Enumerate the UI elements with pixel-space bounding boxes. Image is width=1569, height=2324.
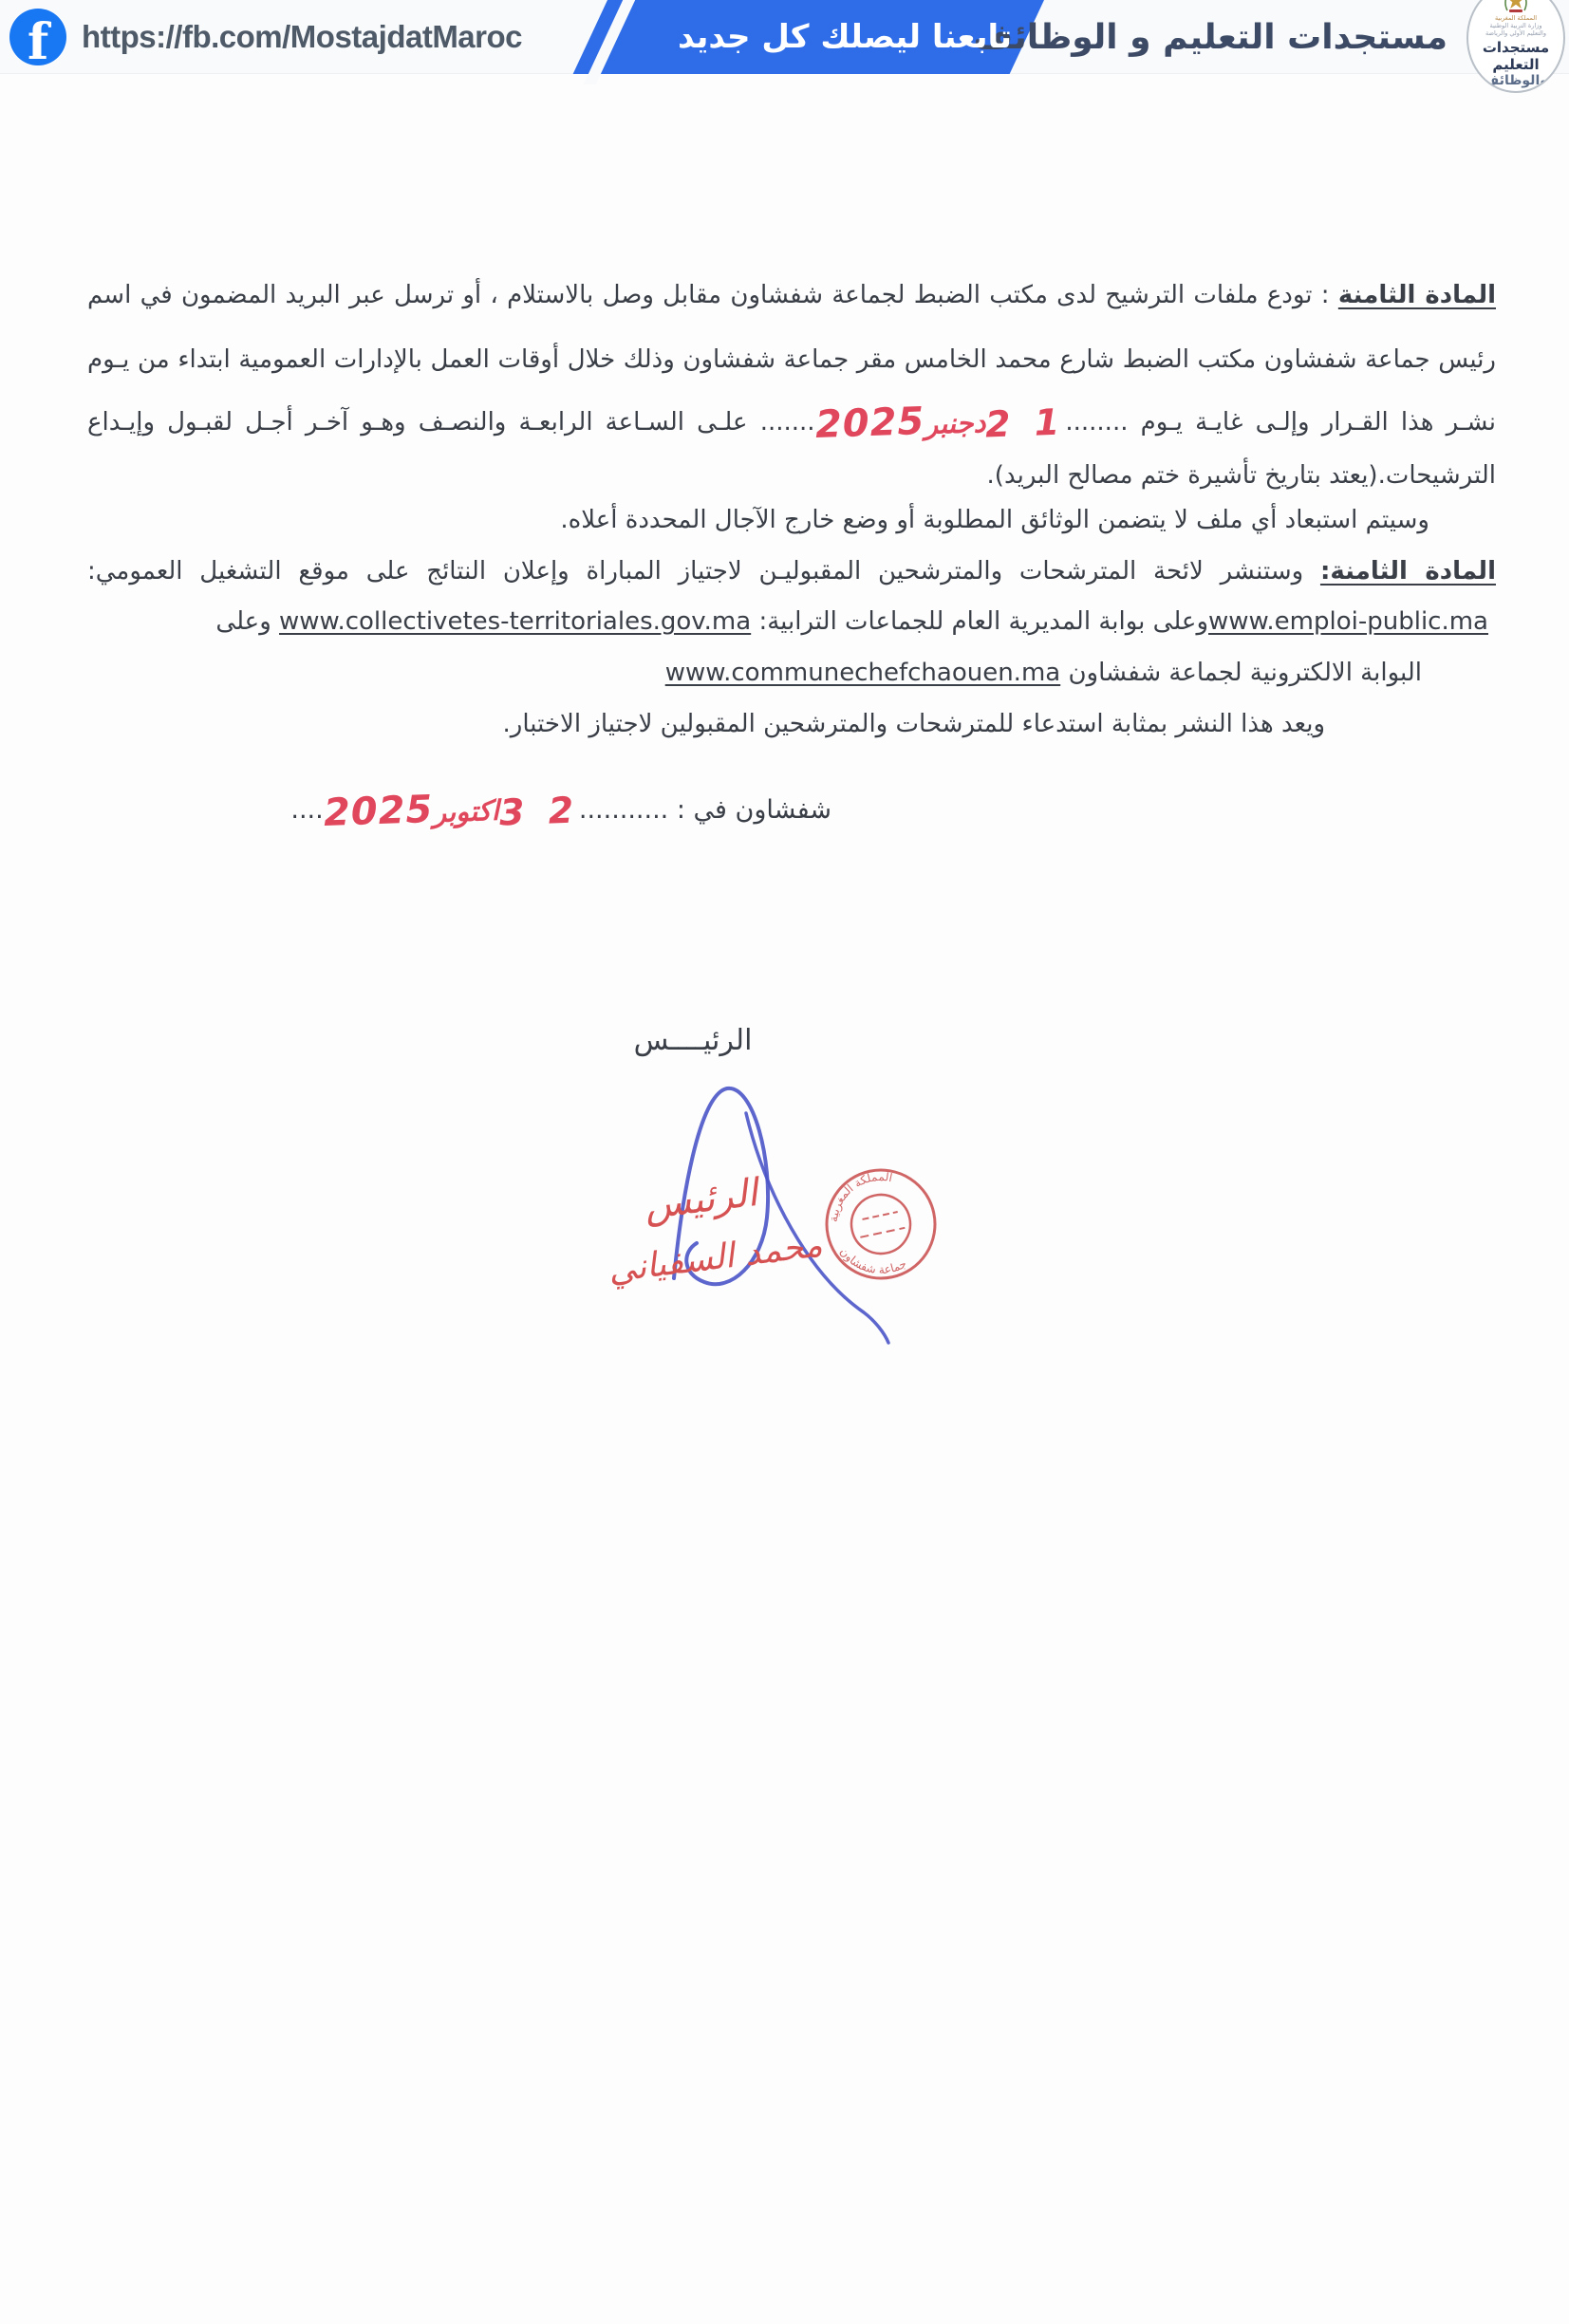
city-date-line <box>87 787 831 835</box>
facebook-icon <box>9 9 66 65</box>
handwritten-deadline-month: دجنبر <box>924 405 986 440</box>
stamp-arc-top-text: المملكة المغربية <box>826 1169 894 1223</box>
websites-middle-text: وعلى بوابة المديرية العام للجماعات الترابية: <box>751 607 1208 636</box>
brand-title: مستجدات التعليم و الوظائف <box>973 17 1448 57</box>
dotted-blank: ........... <box>578 795 669 825</box>
article8-deposit-line4: الترشيحات.(يعتد بتاريخ تأشيرة ختم مصالح البريد). <box>986 461 1496 490</box>
handwritten-date-year: 2025 <box>322 787 434 835</box>
deadline-text-pre: نشـر هذا القـرار وإلـى غايـة يـوم <box>1128 408 1496 437</box>
dotted-blank: ........ <box>1065 408 1129 437</box>
round-stamp-icon <box>816 1160 944 1288</box>
article8-deposit-line1 <box>87 277 1496 313</box>
stamp-arc-bottom-text: جماعة شفشاون <box>837 1245 909 1277</box>
collectivites-territoriales-link[interactable]: www.collectivetes-territoriales.gov.ma <box>279 607 752 636</box>
dotted-blank: ....... <box>759 408 815 437</box>
article8-results-line1 <box>87 553 1496 589</box>
article8-heading: المادة الثامنة <box>1337 281 1496 309</box>
facebook-url[interactable]: https://fb.com/MostajdatMaroc <box>82 19 523 54</box>
handwritten-deadline-day: 1 2 <box>984 400 1067 445</box>
deadline-text-post: علـى السـاعة الرابعـة والنصـف وهـو آخـر أجـل لقبـول وإيـداع <box>87 408 760 437</box>
logo-tiny-line-1: المملكة المغربية <box>1494 14 1538 22</box>
commune-portal-label: البوابة الالكترونية لجماعة شفشاون <box>1060 659 1422 687</box>
exclusion-note-line: وسيتم استبعاد أي ملف لا يتضمن الوثائق المطلوبة أو وضع خارج الآجال المحددة أعلاه. <box>560 506 1429 534</box>
websites-tail-text: وعلى <box>215 607 280 636</box>
logo-tiny-line-3: والتعليم الأولي والرياضة <box>1485 29 1546 37</box>
article8-deposit-line2: رئيس جماعة شفشاون مكتب الضبط شارع محمد الخامس مقر جماعة شفشاون وذلك خلال أوقات العمل بالإدارات العمومية ابتداء من يـوم <box>87 345 1496 374</box>
emploi-public-link[interactable]: www.emploi-public.ma <box>1208 607 1488 636</box>
article8-deadline-line <box>87 399 1496 447</box>
date-label: شفشاون في : <box>668 795 831 825</box>
handwritten-president-word: الرئيس <box>642 1170 760 1229</box>
handwritten-date-month: اكتوبر <box>432 793 500 828</box>
president-title: الرئيــــس <box>633 1024 753 1057</box>
handwritten-deadline-year: 2025 <box>813 399 925 447</box>
logo-tiny-line-2: وزارة التربية الوطنية <box>1489 22 1542 29</box>
coat-of-arms-icon <box>1502 0 1530 14</box>
publication-notice-line: ويعد هذا النشر بمثابة استدعاء للمترشحات والمترشحين المقبولين لاجتياز الاختبار. <box>502 710 1325 738</box>
logo-title-line-2: والوظائف <box>1484 73 1548 88</box>
article8-results-heading: المادة الثامنة: <box>1319 557 1496 586</box>
results-websites-line <box>87 604 1496 640</box>
signature-area <box>532 1058 1006 1352</box>
article8-line1-text: : تودع ملفات الترشيح لدى مكتب الضبط لجماعة شفشاون مقابل وصل بالاستلام ، أو ترسل عبر البريد المضمون في اسم <box>87 281 1338 309</box>
dotted-blank: .... <box>290 795 324 825</box>
banner-text: تابعنا ليصلك كل جديد <box>678 18 1013 56</box>
handwritten-date-day: 2 3 <box>497 789 580 833</box>
results-line1-text: وستنشر لائحة المترشحات والمترشحين المقبوليـن لاجتياز المباراة وإعلان النتائج على موقع التشغيل العمومي: <box>87 557 1320 586</box>
signature-stamp-graphic <box>532 1058 1006 1352</box>
commune-portal-line <box>87 655 1496 691</box>
handwritten-president-name: محمد السفياني <box>606 1225 825 1291</box>
commune-chefchaouen-link[interactable]: www.communechefchaouen.ma <box>664 659 1061 687</box>
facebook-icon-glyph: f <box>27 13 49 65</box>
logo-title-line-1: مستجدات التعليم <box>1482 39 1550 73</box>
